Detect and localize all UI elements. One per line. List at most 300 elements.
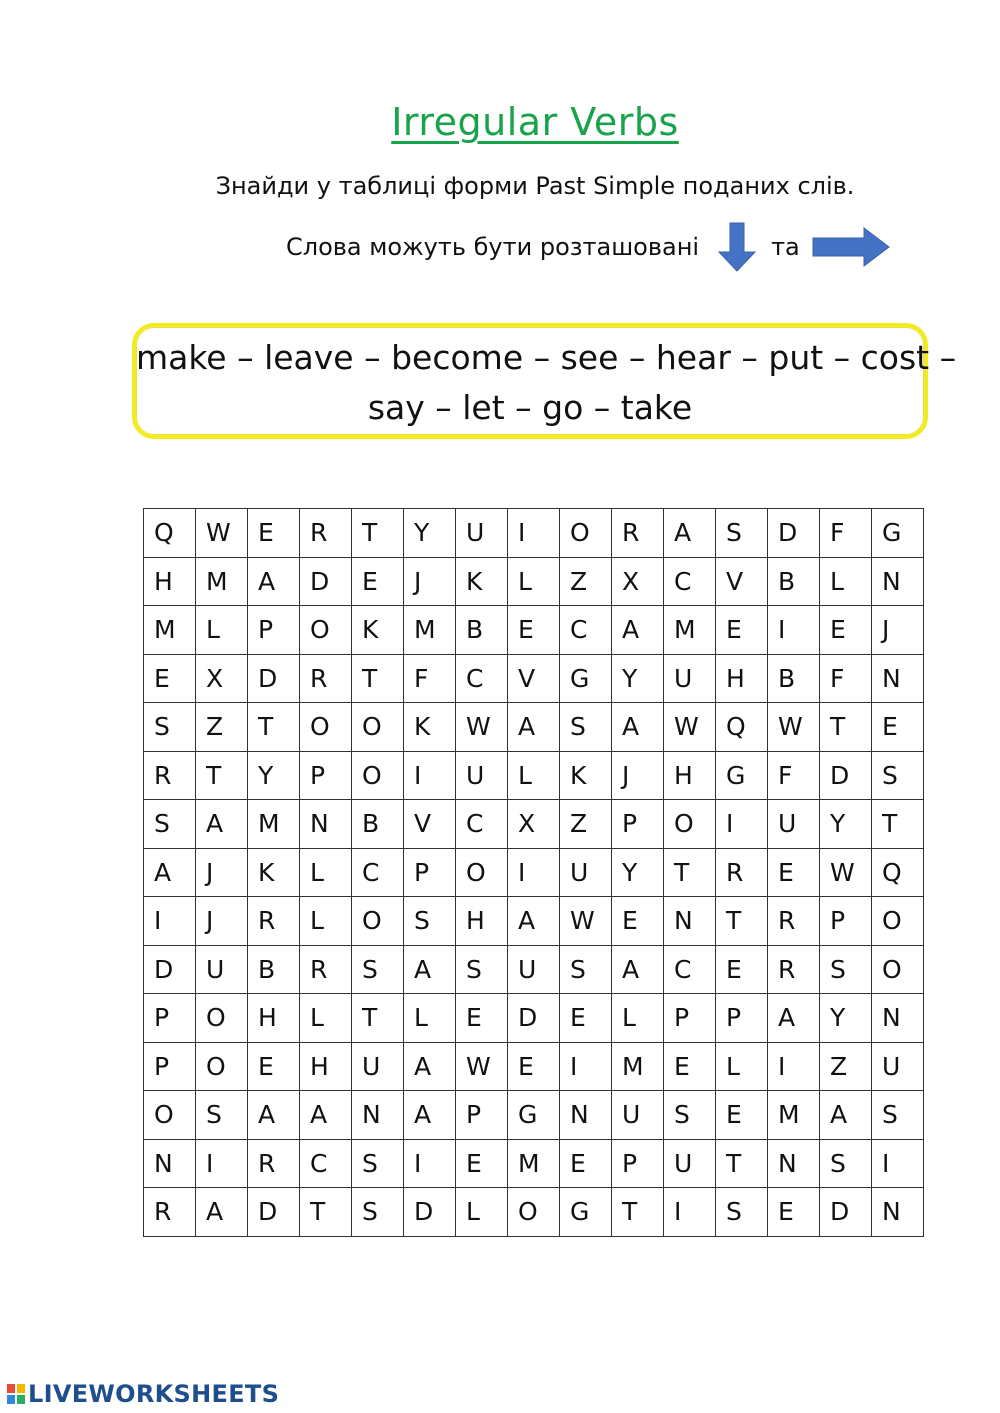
grid-cell-letter: N — [882, 1197, 901, 1227]
grid-cell-letter: J — [206, 906, 214, 936]
grid-cell[interactable] — [196, 945, 248, 994]
arrow-down-icon — [717, 222, 757, 272]
grid-cell[interactable] — [196, 1188, 248, 1237]
grid-cell-letter: S — [830, 1148, 846, 1178]
grid-cell[interactable] — [300, 606, 352, 655]
grid-cell-letter: A — [258, 566, 276, 596]
grid-cell[interactable] — [352, 703, 404, 752]
grid-cell[interactable] — [664, 1042, 716, 1091]
grid-cell[interactable] — [716, 994, 768, 1043]
grid-cell[interactable] — [144, 1139, 196, 1188]
grid-cell-letter: O — [466, 857, 486, 887]
grid-cell[interactable] — [612, 1042, 664, 1091]
grid-cell[interactable] — [872, 654, 924, 703]
grid-cell-letter: U — [674, 1148, 693, 1178]
grid-cell-letter: A — [830, 1100, 848, 1130]
grid-cell[interactable] — [664, 1139, 716, 1188]
grid-cell[interactable] — [612, 1188, 664, 1237]
grid-cell[interactable] — [768, 751, 820, 800]
grid-cell-letter: O — [362, 906, 382, 936]
grid-cell-letter: N — [154, 1148, 173, 1178]
grid-row — [144, 994, 924, 1043]
grid-cell-letter: A — [518, 712, 536, 742]
grid-cell[interactable] — [196, 1042, 248, 1091]
grid-cell[interactable] — [612, 606, 664, 655]
grid-cell-letter: M — [414, 615, 436, 645]
grid-cell[interactable] — [560, 751, 612, 800]
grid-cell[interactable] — [196, 1091, 248, 1140]
grid-cell[interactable] — [612, 509, 664, 558]
grid-cell[interactable] — [560, 800, 612, 849]
grid-cell-letter: S — [414, 906, 430, 936]
grid-cell[interactable] — [716, 848, 768, 897]
grid-cell-letter: Q — [154, 518, 174, 548]
grid-cell[interactable] — [872, 1042, 924, 1091]
grid-cell[interactable] — [716, 751, 768, 800]
grid-cell[interactable] — [404, 557, 456, 606]
grid-cell-letter: S — [882, 1100, 898, 1130]
grid-cell-letter: Z — [570, 566, 588, 596]
grid-cell[interactable] — [612, 1091, 664, 1140]
grid-cell[interactable] — [820, 751, 872, 800]
grid-cell[interactable] — [664, 654, 716, 703]
grid-cell[interactable] — [716, 703, 768, 752]
grid-cell[interactable] — [404, 1091, 456, 1140]
grid-cell[interactable] — [508, 557, 560, 606]
grid-cell[interactable] — [404, 654, 456, 703]
grid-cell[interactable] — [144, 800, 196, 849]
grid-cell-letter: U — [362, 1051, 381, 1081]
grid-cell[interactable] — [300, 800, 352, 849]
grid-cell[interactable] — [768, 945, 820, 994]
grid-cell[interactable] — [768, 509, 820, 558]
grid-cell[interactable] — [248, 1042, 300, 1091]
grid-cell[interactable] — [144, 509, 196, 558]
grid-cell[interactable] — [664, 994, 716, 1043]
grid-cell-letter: I — [154, 906, 162, 936]
grid-cell[interactable] — [456, 994, 508, 1043]
grid-cell[interactable] — [560, 1091, 612, 1140]
grid-cell[interactable] — [872, 751, 924, 800]
grid-cell[interactable] — [196, 557, 248, 606]
grid-cell[interactable] — [612, 800, 664, 849]
grid-cell[interactable] — [144, 994, 196, 1043]
grid-cell[interactable] — [716, 800, 768, 849]
grid-cell[interactable] — [820, 945, 872, 994]
grid-cell[interactable] — [196, 606, 248, 655]
grid-cell-letter: T — [674, 857, 690, 887]
grid-cell[interactable] — [300, 654, 352, 703]
grid-cell-letter: E — [778, 1197, 794, 1227]
grid-cell[interactable] — [300, 1042, 352, 1091]
grid-cell[interactable] — [144, 654, 196, 703]
grid-cell[interactable] — [560, 848, 612, 897]
grid-cell[interactable] — [560, 897, 612, 946]
grid-cell[interactable] — [768, 1188, 820, 1237]
grid-cell[interactable] — [144, 897, 196, 946]
grid-cell-letter: H — [674, 760, 693, 790]
grid-cell[interactable] — [352, 1139, 404, 1188]
grid-cell[interactable] — [352, 1091, 404, 1140]
grid-cell[interactable] — [612, 1139, 664, 1188]
grid-cell[interactable] — [872, 606, 924, 655]
grid-cell[interactable] — [404, 509, 456, 558]
grid-cell[interactable] — [508, 1042, 560, 1091]
grid-cell[interactable] — [456, 1091, 508, 1140]
grid-cell-letter: L — [518, 760, 532, 790]
grid-cell[interactable] — [196, 800, 248, 849]
grid-cell-letter: S — [674, 1100, 690, 1130]
grid-cell[interactable] — [404, 800, 456, 849]
grid-cell[interactable] — [300, 509, 352, 558]
grid-cell[interactable] — [456, 509, 508, 558]
grid-cell[interactable] — [560, 557, 612, 606]
grid-cell[interactable] — [248, 897, 300, 946]
grid-cell[interactable] — [404, 945, 456, 994]
grid-cell[interactable] — [404, 1139, 456, 1188]
grid-cell[interactable] — [248, 800, 300, 849]
grid-cell[interactable] — [352, 606, 404, 655]
grid-cell[interactable] — [508, 848, 560, 897]
grid-cell[interactable] — [196, 994, 248, 1043]
grid-row — [144, 654, 924, 703]
grid-cell[interactable] — [248, 1188, 300, 1237]
grid-row — [144, 509, 924, 558]
grid-cell[interactable] — [144, 1188, 196, 1237]
grid-cell-letter: S — [882, 760, 898, 790]
grid-cell[interactable] — [716, 1139, 768, 1188]
grid-cell[interactable] — [144, 606, 196, 655]
grid-cell-letter: S — [830, 954, 846, 984]
grid-cell[interactable] — [352, 848, 404, 897]
grid-cell[interactable] — [248, 557, 300, 606]
grid-cell[interactable] — [664, 800, 716, 849]
grid-cell[interactable] — [768, 1091, 820, 1140]
grid-cell[interactable] — [768, 606, 820, 655]
grid-cell[interactable] — [508, 509, 560, 558]
grid-cell[interactable] — [404, 1188, 456, 1237]
grid-cell[interactable] — [560, 945, 612, 994]
grid-cell[interactable] — [300, 897, 352, 946]
grid-cell-letter: Y — [414, 518, 430, 548]
grid-cell[interactable] — [872, 848, 924, 897]
grid-cell[interactable] — [508, 1188, 560, 1237]
grid-cell[interactable] — [820, 994, 872, 1043]
grid-cell[interactable] — [820, 1139, 872, 1188]
grid-cell-letter: J — [882, 615, 890, 645]
grid-cell[interactable] — [456, 800, 508, 849]
grid-cell[interactable] — [508, 897, 560, 946]
grid-cell[interactable] — [248, 1139, 300, 1188]
grid-cell[interactable] — [664, 848, 716, 897]
grid-cell[interactable] — [872, 994, 924, 1043]
grid-cell[interactable] — [352, 557, 404, 606]
grid-cell[interactable] — [248, 703, 300, 752]
grid-cell[interactable] — [560, 1139, 612, 1188]
grid-cell[interactable] — [820, 1091, 872, 1140]
grid-cell[interactable] — [300, 1188, 352, 1237]
grid-cell[interactable] — [144, 848, 196, 897]
grid-cell[interactable] — [612, 897, 664, 946]
grid-cell[interactable] — [612, 654, 664, 703]
grid-cell[interactable] — [768, 1042, 820, 1091]
grid-row — [144, 557, 924, 606]
grid-cell[interactable] — [352, 751, 404, 800]
grid-cell[interactable] — [508, 945, 560, 994]
grid-cell[interactable] — [508, 1139, 560, 1188]
grid-cell-letter: Z — [570, 809, 588, 839]
grid-cell[interactable] — [196, 897, 248, 946]
grid-cell-letter: I — [570, 1051, 578, 1081]
grid-cell-letter: E — [362, 566, 378, 596]
grid-cell[interactable] — [404, 751, 456, 800]
grid-cell-letter: F — [830, 663, 845, 693]
grid-cell[interactable] — [768, 557, 820, 606]
grid-cell-letter: A — [622, 954, 640, 984]
grid-cell-letter: L — [466, 1197, 480, 1227]
grid-cell[interactable] — [872, 557, 924, 606]
grid-cell[interactable] — [664, 897, 716, 946]
grid-cell[interactable] — [768, 703, 820, 752]
grid-cell[interactable] — [612, 994, 664, 1043]
grid-cell[interactable] — [612, 557, 664, 606]
grid-cell[interactable] — [300, 848, 352, 897]
grid-cell-letter: N — [362, 1100, 381, 1130]
grid-cell[interactable] — [352, 509, 404, 558]
grid-cell[interactable] — [768, 1139, 820, 1188]
grid-cell[interactable] — [508, 703, 560, 752]
grid-cell[interactable] — [248, 945, 300, 994]
grid-cell[interactable] — [664, 557, 716, 606]
grid-cell[interactable] — [248, 1091, 300, 1140]
grid-cell[interactable] — [820, 848, 872, 897]
grid-cell[interactable] — [716, 606, 768, 655]
grid-cell[interactable] — [508, 654, 560, 703]
grid-cell[interactable] — [456, 1188, 508, 1237]
grid-cell-letter: E — [778, 857, 794, 887]
grid-cell[interactable] — [872, 945, 924, 994]
grid-cell[interactable] — [768, 897, 820, 946]
grid-cell[interactable] — [820, 1188, 872, 1237]
grid-cell[interactable] — [768, 994, 820, 1043]
grid-cell-letter: D — [830, 760, 850, 790]
grid-cell-letter: P — [414, 857, 430, 887]
grid-cell-letter: E — [830, 615, 846, 645]
grid-cell-letter: T — [882, 809, 898, 839]
grid-cell-letter: E — [674, 1051, 690, 1081]
grid-cell[interactable] — [508, 751, 560, 800]
grid-cell-letter: L — [414, 1003, 428, 1033]
grid-cell[interactable] — [456, 1139, 508, 1188]
grid-cell[interactable] — [300, 945, 352, 994]
grid-cell[interactable] — [404, 703, 456, 752]
grid-cell-letter: E — [518, 615, 534, 645]
grid-cell-letter: A — [414, 954, 432, 984]
grid-cell[interactable] — [352, 800, 404, 849]
grid-cell[interactable] — [144, 1042, 196, 1091]
grid-cell[interactable] — [716, 945, 768, 994]
grid-cell[interactable] — [872, 897, 924, 946]
grid-cell-letter: C — [674, 566, 692, 596]
grid-cell[interactable] — [404, 897, 456, 946]
grid-cell[interactable] — [352, 897, 404, 946]
grid-cell-letter: N — [570, 1100, 589, 1130]
page-title: Irregular Verbs — [391, 100, 679, 144]
grid-cell[interactable] — [664, 1188, 716, 1237]
grid-cell-letter: F — [414, 663, 429, 693]
grid-cell[interactable] — [248, 509, 300, 558]
grid-cell[interactable] — [300, 1091, 352, 1140]
grid-cell[interactable] — [872, 509, 924, 558]
grid-cell[interactable] — [820, 509, 872, 558]
grid-cell[interactable] — [820, 1042, 872, 1091]
grid-cell[interactable] — [820, 557, 872, 606]
grid-cell-letter: A — [622, 712, 640, 742]
arrow-right-icon — [812, 227, 890, 267]
grid-cell[interactable] — [560, 1042, 612, 1091]
grid-cell[interactable] — [664, 1091, 716, 1140]
grid-cell[interactable] — [716, 509, 768, 558]
grid-cell[interactable] — [456, 557, 508, 606]
grid-cell[interactable] — [300, 994, 352, 1043]
grid-cell-letter: U — [466, 518, 485, 548]
grid-cell-letter: S — [570, 954, 586, 984]
grid-cell-letter: T — [310, 1197, 326, 1227]
grid-cell-letter: A — [674, 518, 692, 548]
grid-cell[interactable] — [768, 800, 820, 849]
grid-cell[interactable] — [248, 606, 300, 655]
grid-cell[interactable] — [144, 751, 196, 800]
grid-cell[interactable] — [196, 1139, 248, 1188]
grid-cell[interactable] — [612, 848, 664, 897]
grid-cell[interactable] — [352, 994, 404, 1043]
grid-cell[interactable] — [820, 800, 872, 849]
grid-cell[interactable] — [820, 654, 872, 703]
grid-cell[interactable] — [456, 1042, 508, 1091]
grid-cell-letter: B — [778, 663, 796, 693]
grid-cell[interactable] — [456, 848, 508, 897]
grid-cell[interactable] — [560, 994, 612, 1043]
grid-cell[interactable] — [716, 1042, 768, 1091]
grid-cell-letter: X — [206, 663, 224, 693]
grid-cell[interactable] — [508, 606, 560, 655]
grid-cell[interactable] — [612, 751, 664, 800]
grid-cell-letter: J — [622, 760, 630, 790]
grid-cell[interactable] — [872, 1139, 924, 1188]
grid-cell[interactable] — [404, 606, 456, 655]
grid-cell[interactable] — [196, 703, 248, 752]
grid-cell[interactable] — [664, 751, 716, 800]
grid-cell[interactable] — [716, 557, 768, 606]
grid-cell[interactable] — [508, 800, 560, 849]
grid-cell-letter: P — [154, 1003, 170, 1033]
grid-cell-letter: U — [778, 809, 797, 839]
grid-cell[interactable] — [196, 751, 248, 800]
grid-cell[interactable] — [560, 606, 612, 655]
grid-cell[interactable] — [144, 1091, 196, 1140]
grid-row — [144, 945, 924, 994]
grid-cell[interactable] — [664, 606, 716, 655]
grid-cell-letter: S — [154, 712, 170, 742]
grid-cell[interactable] — [664, 703, 716, 752]
grid-cell[interactable] — [872, 703, 924, 752]
grid-cell-letter: K — [414, 712, 431, 742]
grid-cell[interactable] — [508, 994, 560, 1043]
liveworksheets-logo-icon — [6, 1383, 26, 1405]
grid-cell[interactable] — [716, 897, 768, 946]
grid-cell[interactable] — [196, 848, 248, 897]
grid-cell[interactable] — [872, 800, 924, 849]
grid-cell[interactable] — [300, 557, 352, 606]
grid-cell[interactable] — [820, 703, 872, 752]
grid-cell-letter: T — [206, 760, 222, 790]
grid-cell-letter: I — [518, 518, 526, 548]
grid-cell[interactable] — [248, 994, 300, 1043]
grid-cell[interactable] — [404, 1042, 456, 1091]
grid-cell[interactable] — [560, 509, 612, 558]
grid-cell-letter: A — [622, 615, 640, 645]
grid-cell[interactable] — [196, 509, 248, 558]
grid-cell[interactable] — [248, 751, 300, 800]
grid-cell[interactable] — [404, 848, 456, 897]
grid-cell[interactable] — [144, 945, 196, 994]
grid-cell[interactable] — [820, 897, 872, 946]
grid-cell[interactable] — [248, 654, 300, 703]
grid-cell[interactable] — [456, 654, 508, 703]
grid-cell-letter: A — [778, 1003, 796, 1033]
grid-cell[interactable] — [768, 848, 820, 897]
grid-cell[interactable] — [352, 1042, 404, 1091]
grid-cell[interactable] — [612, 703, 664, 752]
grid-cell[interactable] — [820, 606, 872, 655]
grid-cell[interactable] — [716, 1091, 768, 1140]
grid-cell[interactable] — [716, 1188, 768, 1237]
grid-cell[interactable] — [508, 1091, 560, 1140]
grid-cell[interactable] — [560, 654, 612, 703]
grid-cell[interactable] — [404, 994, 456, 1043]
grid-cell[interactable] — [144, 557, 196, 606]
grid-cell[interactable] — [300, 703, 352, 752]
grid-cell[interactable] — [352, 654, 404, 703]
grid-cell[interactable] — [872, 1188, 924, 1237]
grid-cell[interactable] — [456, 945, 508, 994]
grid-cell[interactable] — [352, 945, 404, 994]
grid-cell[interactable] — [768, 654, 820, 703]
grid-row — [144, 1139, 924, 1188]
grid-cell[interactable] — [144, 703, 196, 752]
grid-cell[interactable] — [456, 897, 508, 946]
grid-cell[interactable] — [300, 751, 352, 800]
grid-cell[interactable] — [612, 945, 664, 994]
grid-cell-letter: U — [882, 1051, 901, 1081]
grid-cell-letter: J — [206, 857, 214, 887]
grid-cell[interactable] — [248, 848, 300, 897]
grid-cell[interactable] — [716, 654, 768, 703]
grid-cell[interactable] — [456, 751, 508, 800]
grid-cell[interactable] — [560, 703, 612, 752]
grid-cell[interactable] — [456, 606, 508, 655]
grid-cell-letter: T — [362, 1003, 378, 1033]
grid-cell[interactable] — [560, 1188, 612, 1237]
grid-cell-letter: D — [310, 566, 330, 596]
grid-cell[interactable] — [300, 1139, 352, 1188]
grid-cell[interactable] — [664, 509, 716, 558]
grid-cell[interactable] — [872, 1091, 924, 1140]
grid-cell[interactable] — [664, 945, 716, 994]
grid-cell[interactable] — [456, 703, 508, 752]
grid-cell[interactable] — [352, 1188, 404, 1237]
grid-cell[interactable] — [196, 654, 248, 703]
